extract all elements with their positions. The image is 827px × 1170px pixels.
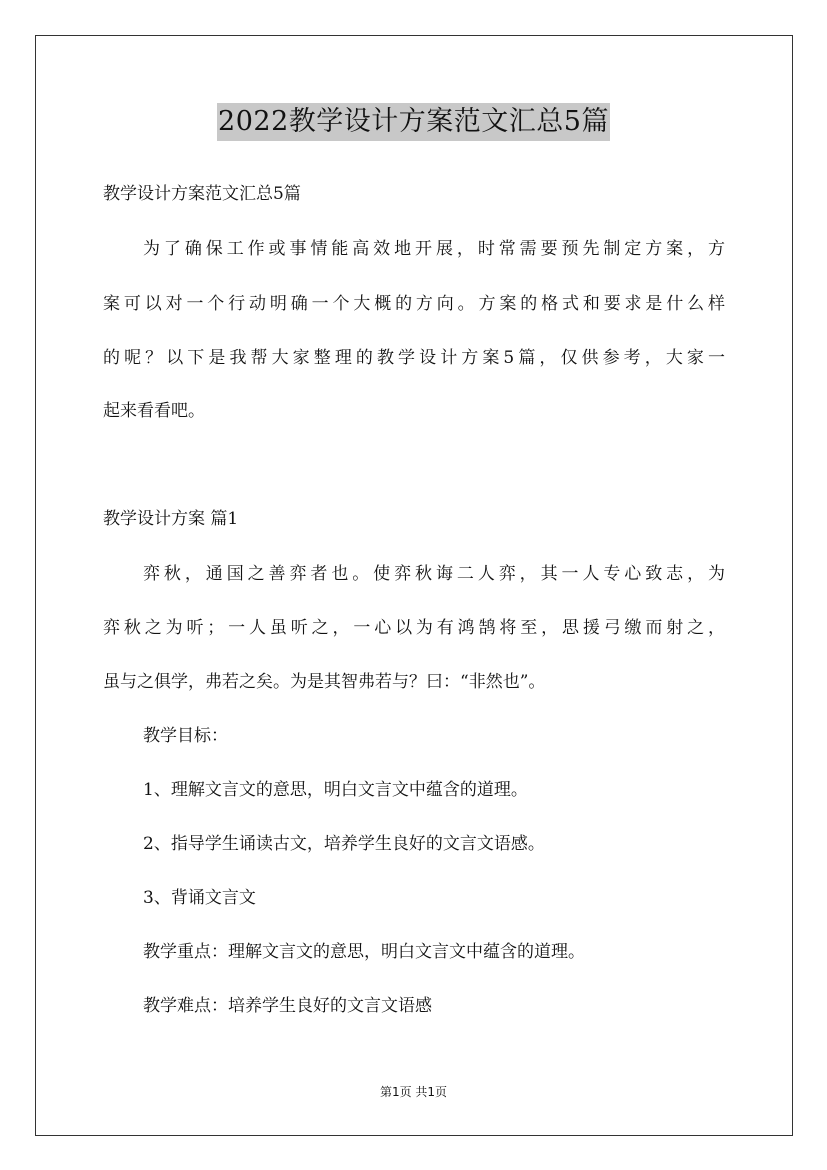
paragraph-line: 教学难点：培养学生良好的文言文语感 bbox=[143, 996, 432, 1016]
paragraph-line: 案可以对一个行动明确一个大概的方向。方案的格式和要求是什么样 bbox=[103, 294, 725, 314]
paragraph-line: 的呢？以下是我帮大家整理的教学设计方案5篇，仅供参考，大家一 bbox=[103, 348, 725, 368]
paragraph-line: 教学目标： bbox=[143, 726, 228, 746]
page-footer: 第1页 共1页 bbox=[379, 1085, 448, 1099]
list-item: 3、背诵文言文 bbox=[143, 888, 256, 908]
section-heading: 教学设计方案 篇1 bbox=[103, 509, 239, 529]
title-container bbox=[0, 103, 827, 141]
list-item: 1、理解文言文的意思，明白文言文中蕴含的道理。 bbox=[143, 780, 528, 800]
paragraph-line: 教学重点：理解文言文的意思，明白文言文中蕴含的道理。 bbox=[143, 942, 585, 962]
document-title: 2022教学设计方案范文汇总5篇 bbox=[217, 103, 610, 141]
paragraph-line: 虽与之俱学，弗若之矣。为是其智弗若与？曰：“非然也”。 bbox=[103, 672, 546, 692]
paragraph-line: 为了确保工作或事情能高效地开展，时常需要预先制定方案，方 bbox=[143, 239, 725, 259]
paragraph-line: 弈秋，通国之善弈者也。使弈秋诲二人弈，其一人专心致志，为 bbox=[143, 564, 725, 584]
paragraph-line: 起来看看吧。 bbox=[103, 401, 205, 421]
section-heading: 教学设计方案范文汇总5篇 bbox=[103, 184, 301, 204]
list-item: 2、指导学生诵读古文，培养学生良好的文言文语感。 bbox=[143, 834, 545, 854]
paragraph-line: 弈秋之为听；一人虽听之，一心以为有鸿鹄将至，思援弓缴而射之， bbox=[103, 618, 725, 638]
